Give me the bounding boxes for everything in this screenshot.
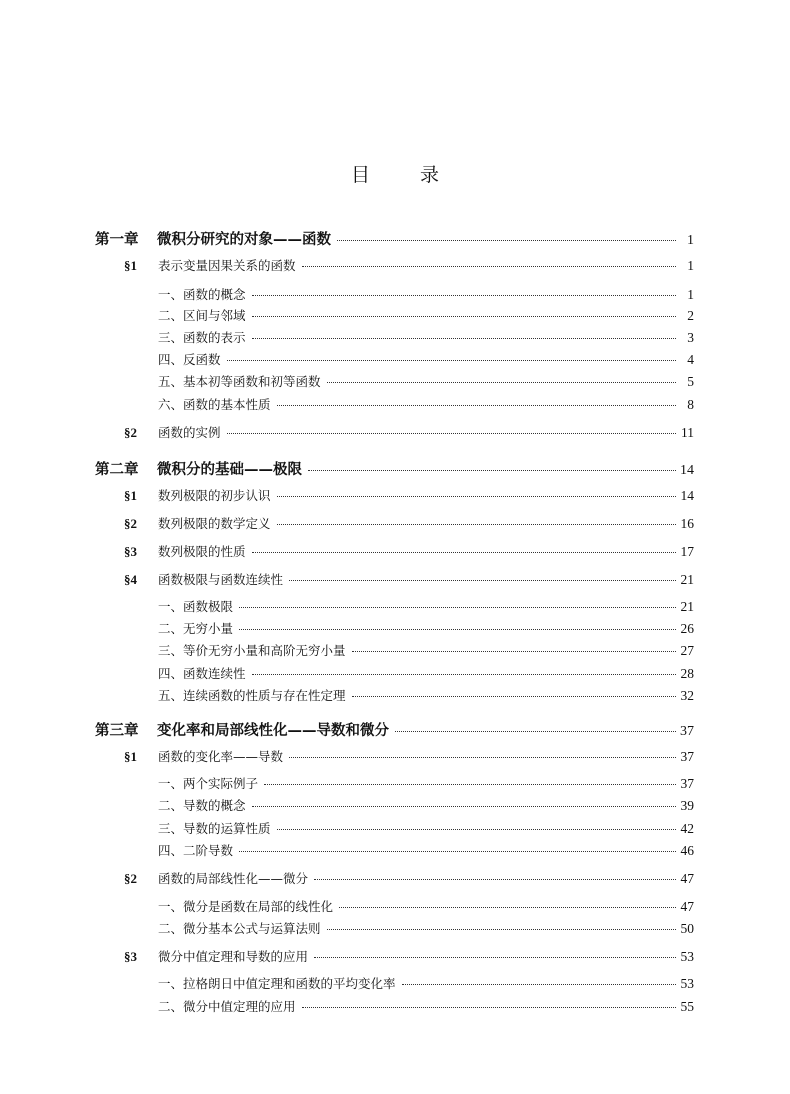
toc-entry-title: 变化率和局部线性化——导数和微分 <box>157 723 389 739</box>
toc-entry-title: 四、反函数 <box>158 352 221 367</box>
toc-section-entry[interactable] <box>124 947 694 965</box>
toc-entry-page-number: 16 <box>680 516 694 531</box>
toc-sub-entry[interactable] <box>158 350 694 368</box>
toc-entry-number: §2 <box>124 516 137 531</box>
toc-sub-entry[interactable] <box>158 897 694 915</box>
toc-entry-title: 一、拉格朗日中值定理和函数的平均变化率 <box>158 976 396 991</box>
toc-entry-page-number: 53 <box>680 949 694 964</box>
dot-leader <box>314 957 676 958</box>
toc-entry-title: 一、两个实际例子 <box>158 776 259 791</box>
toc-entry-title: 二、微分中值定理的应用 <box>158 999 296 1014</box>
toc-chapter-entry[interactable] <box>95 719 694 740</box>
dot-leader <box>352 651 676 652</box>
toc-sub-entry[interactable] <box>158 641 694 659</box>
dot-leader <box>395 731 676 732</box>
toc-entry-title: 五、连续函数的性质与存在性定理 <box>158 688 346 703</box>
toc-entry-page-number: 21 <box>680 599 694 614</box>
toc-entry-page-number: 5 <box>687 374 694 389</box>
toc-entry-number: §3 <box>124 949 137 964</box>
toc-sub-entry[interactable] <box>158 819 694 837</box>
toc-entry-page-number: 26 <box>680 621 694 636</box>
dot-leader <box>239 629 676 630</box>
toc-entry-number: 第三章 <box>95 723 139 739</box>
toc-sub-entry[interactable] <box>158 619 694 637</box>
toc-entry-title: 数列极限的性质 <box>158 544 246 559</box>
dot-leader <box>252 552 676 553</box>
toc-sub-entry[interactable] <box>158 974 694 992</box>
dot-leader <box>289 580 676 581</box>
dot-leader <box>352 696 676 697</box>
toc-section-entry[interactable] <box>124 747 694 765</box>
toc-entry-page-number: 8 <box>687 397 694 412</box>
toc-sub-entry[interactable] <box>158 997 694 1015</box>
dot-leader <box>277 829 676 830</box>
toc-entry-title: 函数极限与函数连续性 <box>158 572 284 587</box>
toc-entry-page-number: 37 <box>680 776 694 791</box>
toc-entry-number: §2 <box>124 425 137 440</box>
dot-leader <box>289 757 676 758</box>
toc-entry-number: 第二章 <box>95 462 139 478</box>
dot-leader <box>239 851 676 852</box>
toc-entry-title: 微分中值定理和导数的应用 <box>158 949 309 964</box>
toc-entry-page-number: 39 <box>680 798 694 813</box>
dot-leader <box>302 1007 676 1008</box>
toc-entry-title: 五、基本初等函数和初等函数 <box>158 374 321 389</box>
dot-leader <box>314 879 676 880</box>
dot-leader <box>227 433 676 434</box>
toc-entry-number: §1 <box>124 749 137 764</box>
toc-entry-page-number: 17 <box>680 544 694 559</box>
toc-entry-page-number: 21 <box>680 572 694 587</box>
toc-entry-page-number: 2 <box>687 308 694 323</box>
toc-entry-page-number: 55 <box>680 999 694 1014</box>
dot-leader <box>264 784 676 785</box>
toc-entry-title: 二、区间与邻域 <box>158 308 246 323</box>
toc-entry-title: 六、函数的基本性质 <box>158 397 271 412</box>
toc-entry-page-number: 50 <box>680 921 694 936</box>
toc-sub-entry[interactable] <box>158 796 694 814</box>
toc-entry-page-number: 27 <box>680 643 694 658</box>
dot-leader <box>227 360 676 361</box>
toc-entry-number: 第一章 <box>95 232 139 248</box>
toc-entry-page-number: 37 <box>680 749 694 764</box>
toc-entry-title: 数列极限的初步认识 <box>158 488 271 503</box>
toc-section-entry[interactable] <box>124 570 694 588</box>
toc-sub-entry[interactable] <box>158 841 694 859</box>
toc-entry-page-number: 28 <box>680 666 694 681</box>
dot-leader <box>337 240 676 241</box>
toc-entry-title: 一、微分是函数在局部的线性化 <box>158 899 334 914</box>
toc-section-entry[interactable] <box>124 256 694 274</box>
toc-entry-title: 四、二阶导数 <box>158 843 234 858</box>
toc-sub-entry[interactable] <box>158 919 694 937</box>
toc-entry-title: 数列极限的数学定义 <box>158 516 271 531</box>
toc-entry-title: 微积分研究的对象——函数 <box>157 232 331 248</box>
toc-sub-entry[interactable] <box>158 597 694 615</box>
toc-entry-page-number: 4 <box>687 352 694 367</box>
dot-leader <box>402 984 676 985</box>
toc-section-entry[interactable] <box>124 514 694 532</box>
toc-chapter-entry[interactable] <box>95 458 694 479</box>
toc-entry-page-number: 47 <box>680 871 694 886</box>
toc-entry-number: §3 <box>124 544 137 559</box>
toc-entry-title: 三、等价无穷小量和高阶无穷小量 <box>158 643 346 658</box>
toc-entry-title: 一、函数极限 <box>158 599 234 614</box>
dot-leader <box>327 382 676 383</box>
toc-entry-number: §1 <box>124 258 137 273</box>
dot-leader <box>252 806 676 807</box>
toc-entry-title: 函数的局部线性化——微分 <box>158 871 309 886</box>
toc-entry-number: §4 <box>124 572 137 587</box>
dot-leader <box>327 929 676 930</box>
toc-entry-title: 表示变量因果关系的函数 <box>158 258 296 273</box>
toc-entry-title: 微积分的基础——极限 <box>157 462 302 478</box>
toc-sub-entry[interactable] <box>158 306 694 324</box>
toc-entry-title: 三、导数的运算性质 <box>158 821 271 836</box>
toc-entry-title: 四、函数连续性 <box>158 666 246 681</box>
toc-sub-entry[interactable] <box>158 372 694 390</box>
toc-entry-page-number: 47 <box>680 899 694 914</box>
dot-leader <box>277 524 676 525</box>
toc-sub-entry[interactable] <box>158 285 694 303</box>
toc-entry-title: 二、导数的概念 <box>158 798 246 813</box>
toc-entry-page-number: 11 <box>681 425 694 440</box>
toc-section-entry[interactable] <box>124 423 694 441</box>
toc-entry-page-number: 1 <box>687 258 694 273</box>
dot-leader <box>277 496 676 497</box>
page-title: 目 录 <box>350 164 462 186</box>
toc-section-entry[interactable] <box>124 542 694 560</box>
toc-entry-title: 三、函数的表示 <box>158 330 246 345</box>
toc-entry-page-number: 14 <box>680 463 694 478</box>
toc-chapter-entry[interactable] <box>95 228 694 249</box>
dot-leader <box>277 405 676 406</box>
dot-leader <box>252 338 676 339</box>
toc-sub-entry[interactable] <box>158 686 694 704</box>
toc-entry-page-number: 46 <box>680 843 694 858</box>
toc-entry-title: 函数的实例 <box>158 425 221 440</box>
toc-entry-title: 二、无穷小量 <box>158 621 234 636</box>
toc-section-entry[interactable] <box>124 486 694 504</box>
toc-entry-page-number: 53 <box>680 976 694 991</box>
toc-entry-page-number: 42 <box>680 821 694 836</box>
toc-entry-title: 二、微分基本公式与运算法则 <box>158 921 321 936</box>
dot-leader <box>308 470 676 471</box>
toc-entry-title: 函数的变化率——导数 <box>158 749 284 764</box>
toc-entry-number: §1 <box>124 488 137 503</box>
toc-entry-page-number: 1 <box>687 233 694 248</box>
toc-sub-entry[interactable] <box>158 395 694 413</box>
toc-entry-number: §2 <box>124 871 137 886</box>
dot-leader <box>252 674 676 675</box>
toc-entry-page-number: 14 <box>680 488 694 503</box>
toc-entry-page-number: 3 <box>687 330 694 345</box>
dot-leader <box>252 316 676 317</box>
dot-leader <box>252 295 676 296</box>
toc-entry-page-number: 37 <box>680 724 694 739</box>
toc-sub-entry[interactable] <box>158 664 694 682</box>
toc-entry-page-number: 32 <box>680 688 694 703</box>
toc-entry-page-number: 1 <box>687 287 694 302</box>
toc-section-entry[interactable] <box>124 869 694 887</box>
dot-leader <box>239 607 676 608</box>
toc-sub-entry[interactable] <box>158 774 694 792</box>
toc-entry-title: 一、函数的概念 <box>158 287 246 302</box>
dot-leader <box>339 907 676 908</box>
toc-sub-entry[interactable] <box>158 328 694 346</box>
dot-leader <box>302 266 676 267</box>
